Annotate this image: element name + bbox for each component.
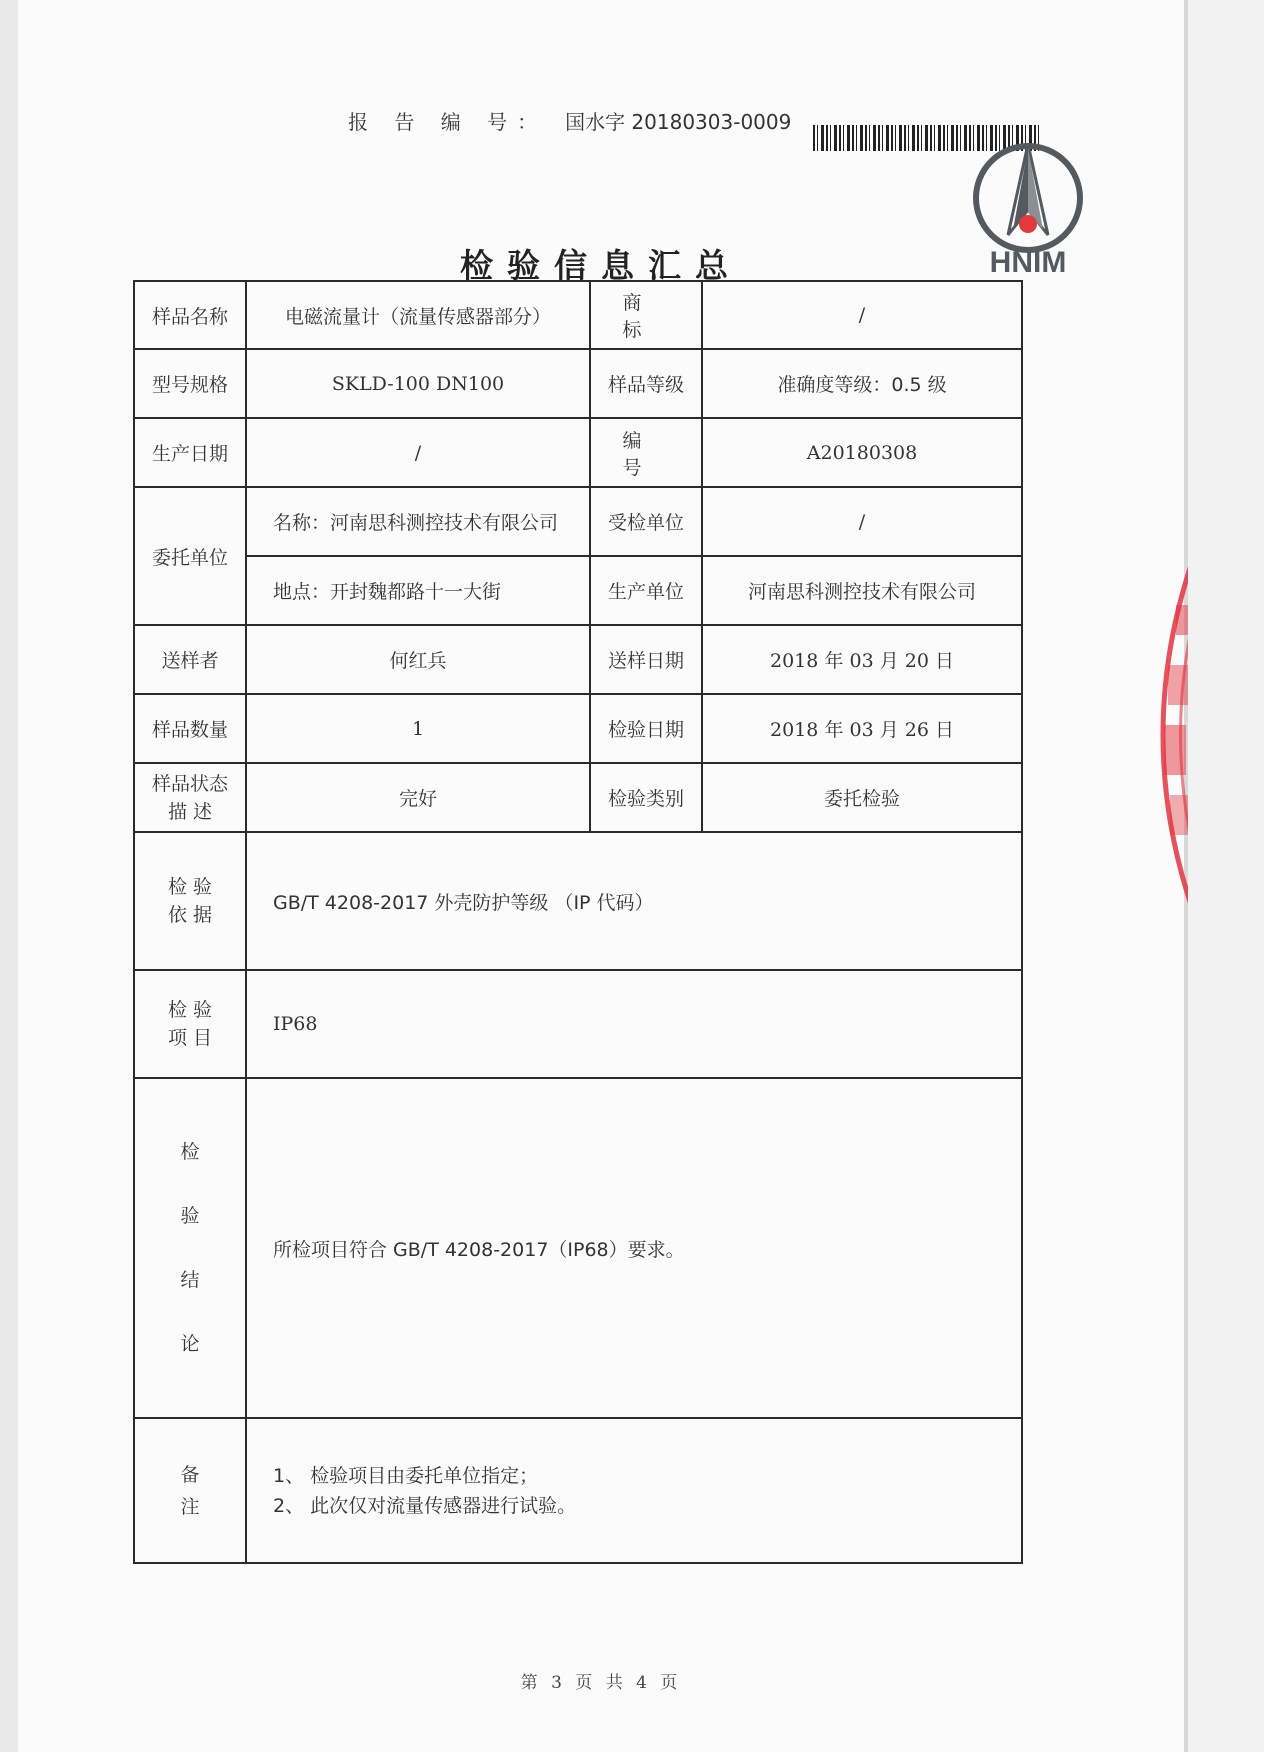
- items-label-line1: 检 验: [167, 999, 213, 1021]
- manufacturer-value: 河南思科测控技术有限公司: [702, 556, 1022, 625]
- send-date-value: 2018 年 03 月 20 日: [702, 625, 1022, 694]
- conclusion-value: 所检项目符合 GB/T 4208-2017（IP68）要求。: [246, 1078, 1022, 1418]
- conclusion-label-char: 验: [180, 1205, 200, 1227]
- table-row: [134, 694, 1022, 763]
- remark-item: 1、 检验项目由委托单位指定；: [273, 1464, 539, 1487]
- table-row: [134, 281, 1022, 349]
- basis-label-line1: 检 验: [167, 876, 213, 898]
- production-date-value: /: [246, 418, 590, 487]
- sample-name-label: 样品名称: [134, 281, 246, 349]
- inspected-unit-value: /: [702, 487, 1022, 556]
- basis-label: [134, 832, 246, 970]
- basis-value: GB/T 4208-2017 外壳防护等级 （IP 代码）: [246, 832, 1022, 970]
- serial-value: A20180308: [702, 418, 1022, 487]
- remarks-label-line2: 注: [180, 1495, 200, 1518]
- table-row: [134, 418, 1022, 487]
- grade-value: 准确度等级：0.5 级: [702, 349, 1022, 418]
- items-value: IP68: [246, 970, 1022, 1078]
- test-date-label: 检验日期: [590, 694, 702, 763]
- document-page: [18, 0, 1188, 1752]
- conclusion-label: [134, 1078, 246, 1418]
- table-row: [134, 556, 1022, 625]
- table-row: [134, 349, 1022, 418]
- model-label: 型号规格: [134, 349, 246, 418]
- sample-name-value: 电磁流量计（流量传感器部分）: [246, 281, 590, 349]
- page-footer: 第 3 页 共 4 页: [520, 1673, 682, 1693]
- remarks-label: [134, 1418, 246, 1563]
- sender-label: 送样者: [134, 625, 246, 694]
- client-label: 委托单位: [134, 487, 246, 625]
- remarks-label-line1: 备: [180, 1463, 200, 1486]
- remark-item: 2、 此次仅对流量传感器进行试验。: [273, 1494, 577, 1517]
- quantity-label: 样品数量: [134, 694, 246, 763]
- model-value: SKLD-100 DN100: [246, 349, 590, 418]
- client-name: 名称：河南思科测控技术有限公司: [246, 487, 590, 556]
- state-label-line1: 样品状态: [151, 772, 228, 795]
- state-label-line2: 描 述: [167, 800, 213, 823]
- items-label-line2: 项 目: [167, 1027, 213, 1049]
- table-row: [134, 625, 1022, 694]
- test-type-value: 委托检验: [702, 763, 1022, 832]
- table-row: [134, 970, 1022, 1078]
- manufacturer-label: 生产单位: [590, 556, 702, 625]
- remarks-value: [246, 1418, 1022, 1563]
- production-date-label: 生产日期: [134, 418, 246, 487]
- inspection-info-table: [133, 280, 1023, 1564]
- send-date-label: 送样日期: [590, 625, 702, 694]
- items-label: [134, 970, 246, 1078]
- inspected-unit-label: 受检单位: [590, 487, 702, 556]
- test-type-label: 检验类别: [590, 763, 702, 832]
- table-row: [134, 832, 1022, 970]
- scanner-margin: [1188, 0, 1264, 1752]
- table-row: [134, 1418, 1022, 1563]
- basis-label-line2: 依 据: [167, 904, 213, 926]
- trademark-value: /: [702, 281, 1022, 349]
- sender-value: 何红兵: [246, 625, 590, 694]
- table-row: [134, 763, 1022, 832]
- state-value: 完好: [246, 763, 590, 832]
- report-number-value: 国水字 20180303-0009: [565, 110, 792, 134]
- page-title: 检验信息汇总: [460, 246, 742, 285]
- test-date-value: 2018 年 03 月 26 日: [702, 694, 1022, 763]
- state-label: [134, 763, 246, 832]
- serial-label: 编 号: [590, 418, 702, 487]
- table-row: [134, 1078, 1022, 1418]
- report-number-label: 报 告 编 号：: [348, 110, 548, 134]
- report-number: [348, 106, 791, 135]
- quantity-value: 1: [246, 694, 590, 763]
- table-row: [134, 487, 1022, 556]
- logo-text: HNIM: [989, 246, 1067, 279]
- conclusion-label-char: 结: [180, 1269, 200, 1291]
- conclusion-label-char: 论: [180, 1333, 200, 1355]
- conclusion-label-char: 检: [180, 1141, 200, 1163]
- grade-label: 样品等级: [590, 349, 702, 418]
- trademark-label: 商 标: [590, 281, 702, 349]
- client-address: 地点：开封魏都路十一大街: [246, 556, 590, 625]
